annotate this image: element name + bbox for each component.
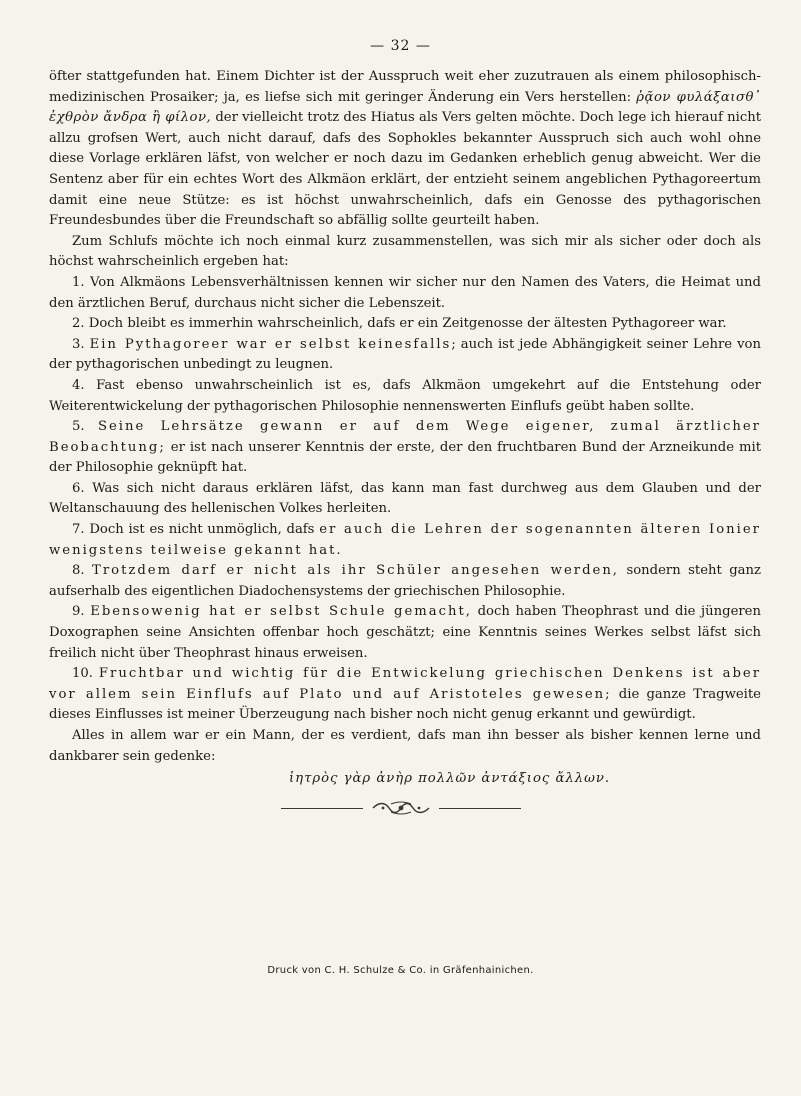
- ornament-line-left: [281, 808, 363, 809]
- paragraph-summary-intro: Zum Schlufs möchte ich noch einmal kurz zusammenstellen, was sich mir als sicher oder doch als höchst wahrscheinlich ergeben hat:: [49, 233, 761, 270]
- summary-item-6: 6. Was sich nicht daraus erklären läfst, das kann man fast durchweg aus dem Glauben und der Weltanschauung des hellenischen Volkes herleiten.: [49, 480, 761, 517]
- page-number: — 32 —: [370, 38, 431, 54]
- summary-item-7: 7. Doch ist es nicht unmöglich, dafs er auch die Lehren der sogenannten älteren Ionier wenigstens teilweise gekannt hat.: [49, 522, 761, 558]
- summary-item-4: 4. Fast ebenso unwahrscheinlich ist es, dafs Alkmäon umgekehrt auf die Entstehung oder Weiterentwickelung der pythagorischen Philosophie nennenswerten Einflufs geübt haben sollte.: [49, 377, 761, 414]
- ornament-flourish-icon: [369, 801, 433, 815]
- summary-item-2: 2. Doch bleibt es immerhin wahrscheinlich, dafs er ein Zeitgenosse der ältesten Pythagoreer war.: [72, 316, 727, 332]
- greek-quote: ἰητρὸς γὰρ ἀνὴρ πολλῶν ἀντάξιος ἄλλων.: [289, 771, 611, 787]
- summary-item-5: 5. Seine Lehrsätze gewann er auf dem Wege eigener, zumal ärztlicher Beobachtung; er ist nach unserer Kenntnis der erste, der den fruchtbaren Bund der Arzneikunde mit der Philosophie geknüpft hat.: [49, 419, 761, 476]
- closing-paragraph: Alles in allem war er ein Mann, der es verdient, dafs man ihn besser als bisher kennen lerne und dankbarer sein gedenke:: [49, 728, 761, 764]
- summary-item-10: 10. Fruchtbar und wichtig für die Entwickelung griechischen Denkens ist aber vor allem sein Einflufs auf Plato und auf Aristoteles gewesen; die ganze Tragweite dieses Einflusses ist meiner Überzeugung nach bisher noch nicht genug erkannt und gewürdigt.: [49, 666, 762, 723]
- summary-item-1: 1. Von Alkmäons Lebensverhältnissen kennen wir sicher nur den Namen des Vaters, die Heimat und den ärztlichen Beruf, durchaus nicht sicher die Lebenszeit.: [49, 274, 761, 311]
- body-text: [49, 67, 761, 790]
- ornament-line-right: [439, 808, 521, 809]
- summary-item-3: 3. Ein Pythagoreer war er selbst keinesfalls; auch ist jede Abhängigkeit seiner Lehre von der pythagorischen unbedingt zu leugnen.: [49, 336, 761, 373]
- paragraph-intro: öfter stattgefunden hat. Einem Dichter ist der Ausspruch weit eher zuzutrauen als einem philosophisch-medizinischen Prosaiker; ja, es liefse sich mit geringer Änderung ein Vers herstellen: ῥᾷον φυλάξαισθ᾽ ἐχθρὸν ἄνδρα ἢ φίλον, der vielleicht trotz des Hiatus als Vers gelten möchte. Doch lege ich hierauf nicht allzu grofsen Wert, auch nicht darauf, dafs des Sophokles bekannter Ausspruch sich auch wohl ohne diese Vorlage erklären läfst, von welcher er noch dazu im Gedanken erheblich genug abweicht. Wer die Sentenz aber für ein echtes Wort des Alkmäon erklärt, der entzieht seinem angeblichen Pythagoreertum damit eine neue Stütze: es ist höchst unwahrscheinlich, dafs ein Genosse des pythagorischen Freundesbundes über die Freundschaft so abfällig sollte geurteilt haben.: [49, 69, 761, 229]
- greek-verse: ῥᾷον φυλάξαισθ᾽ ἐχθρὸν ἄνδρα ἢ φίλον,: [49, 89, 761, 126]
- summary-item-9: 9. Ebensowenig hat er selbst Schule gemacht, doch haben Theophrast und die jüngeren Doxographen seine Ansichten offenbar hoch geschätzt; eine Kenntnis seines Werkes selbst läfst sich freilich nicht über Theophrast hinaus erweisen.: [49, 604, 761, 661]
- summary-item-8: 8. Trotzdem darf er nicht als ihr Schüler angesehen werden, sondern steht ganz aufserhalb des eigentlichen Diadochensystems der griechischen Philosophie.: [49, 563, 761, 599]
- printer-imprint: Druck von C. H. Schulze & Co. in Gräfenhainichen.: [267, 965, 534, 976]
- end-ornament: [0, 801, 801, 815]
